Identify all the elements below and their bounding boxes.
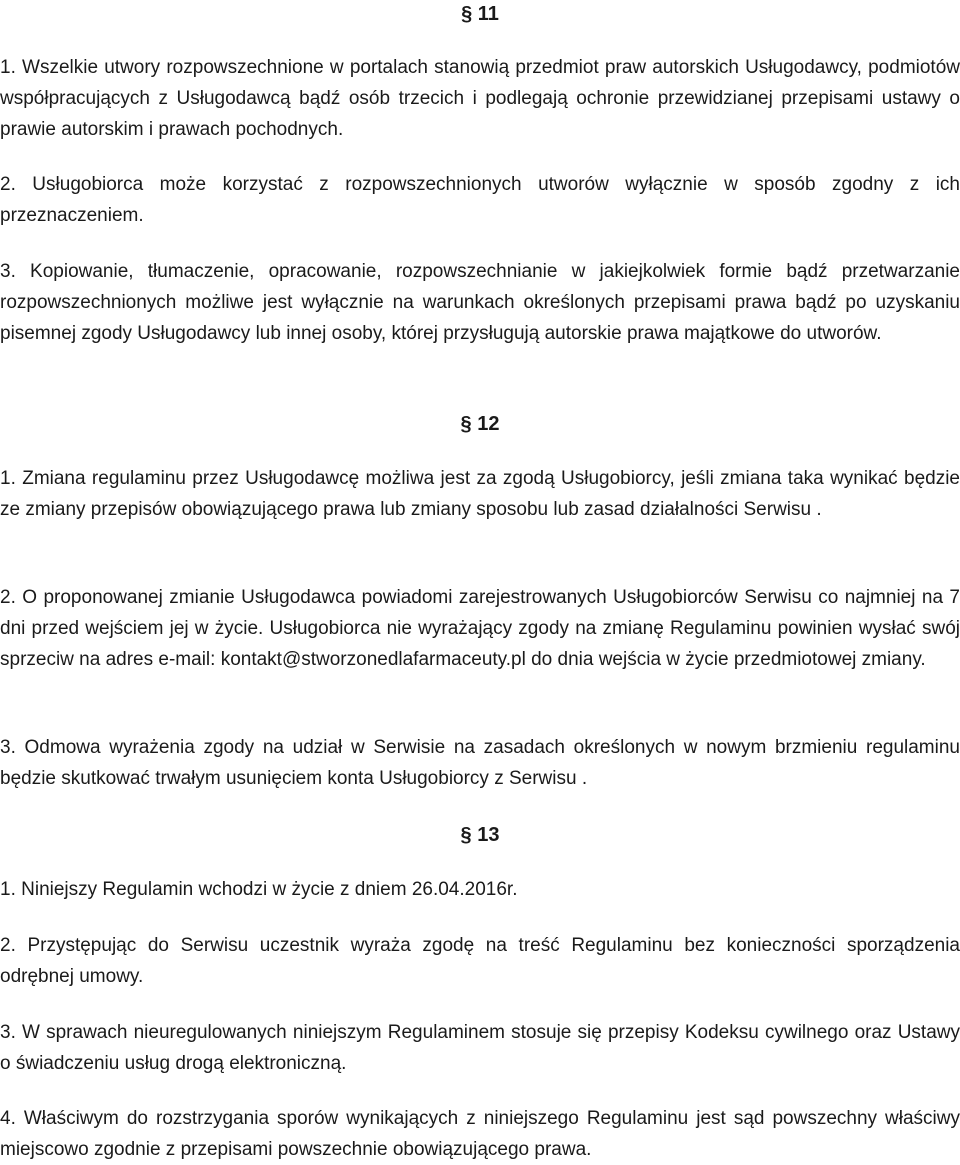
paragraph-12-3: 3. Odmowa wyrażenia zgody na udział w Serwisie na zasadach określonych w nowym brzmieniu regulaminu będzie skutkować trwałym usunięciem konta Usługobiorcy z Serwisu . (0, 737, 960, 789)
paragraph-13-1: 1. Niniejszy Regulamin wchodzi w życie z dniem 26.04.2016r. (0, 879, 518, 900)
paragraph-13-4: 4. Właściwym do rozstrzygania sporów wynikających z niniejszego Regulaminu jest sąd powszechny właściwy miejscowo zgodnie z przepisami powszechnie obowiązującego prawa. (0, 1108, 960, 1160)
paragraph-11-1: 1. Wszelkie utwory rozpowszechnione w portalach stanowią przedmiot praw autorskich Usługodawcy, podmiotów współpracujących z Usługodawcą bądź osób trzecich i podlegają ochronie przewidzianej przepisami ustawy o prawie autorskim i prawach pochodnych. (0, 57, 960, 140)
paragraph-12-1: 1. Zmiana regulaminu przez Usługodawcę możliwa jest za zgodą Usługobiorcy, jeśli zmiana taka wynikać będzie ze zmiany przepisów obowiązującego prawa lub zmiany sposobu lub zasad działalności Serwisu . (0, 468, 960, 520)
paragraph-13-3: 3. W sprawach nieuregulowanych niniejszym Regulaminem stosuje się przepisy Kodeksu cywilnego oraz Ustawy o świadczeniu usług drogą elektroniczną. (0, 1022, 960, 1074)
section-heading-13: § 13 (460, 824, 500, 846)
paragraph-11-2: 2. Usługobiorca może korzystać z rozpowszechnionych utworów wyłącznie w sposób zgodny z ich przeznaczeniem. (0, 174, 960, 226)
section-heading-12: § 12 (460, 413, 500, 435)
paragraph-12-2: 2. O proponowanej zmianie Usługodawca powiadomi zarejestrowanych Usługobiorców Serwisu co najmniej na 7 dni przed wejściem jej w życie. Usługobiorca nie wyrażający zgody na zmianę Regulaminu powinien wysłać swój sprzeciw na adres e-mail: kontakt@stworzonedlafarmaceuty.pl do dnia wejścia w życie przedmiotowej zmiany. (0, 587, 960, 670)
paragraph-11-3: 3. Kopiowanie, tłumaczenie, opracowanie, rozpowszechnianie w jakiejkolwiek formie bądź przetwarzanie rozpowszechnionych możliwe jest wyłącznie na warunkach określonych przepisami prawa bądź po uzyskaniu pisemnej zgody Usługodawcy lub innej osoby, której przysługują autorskie prawa majątkowe do utworów. (0, 261, 960, 344)
paragraph-13-2: 2. Przystępując do Serwisu uczestnik wyraża zgodę na treść Regulaminu bez konieczności sporządzenia odrębnej umowy. (0, 935, 960, 987)
section-heading-11: § 11 (461, 3, 499, 25)
